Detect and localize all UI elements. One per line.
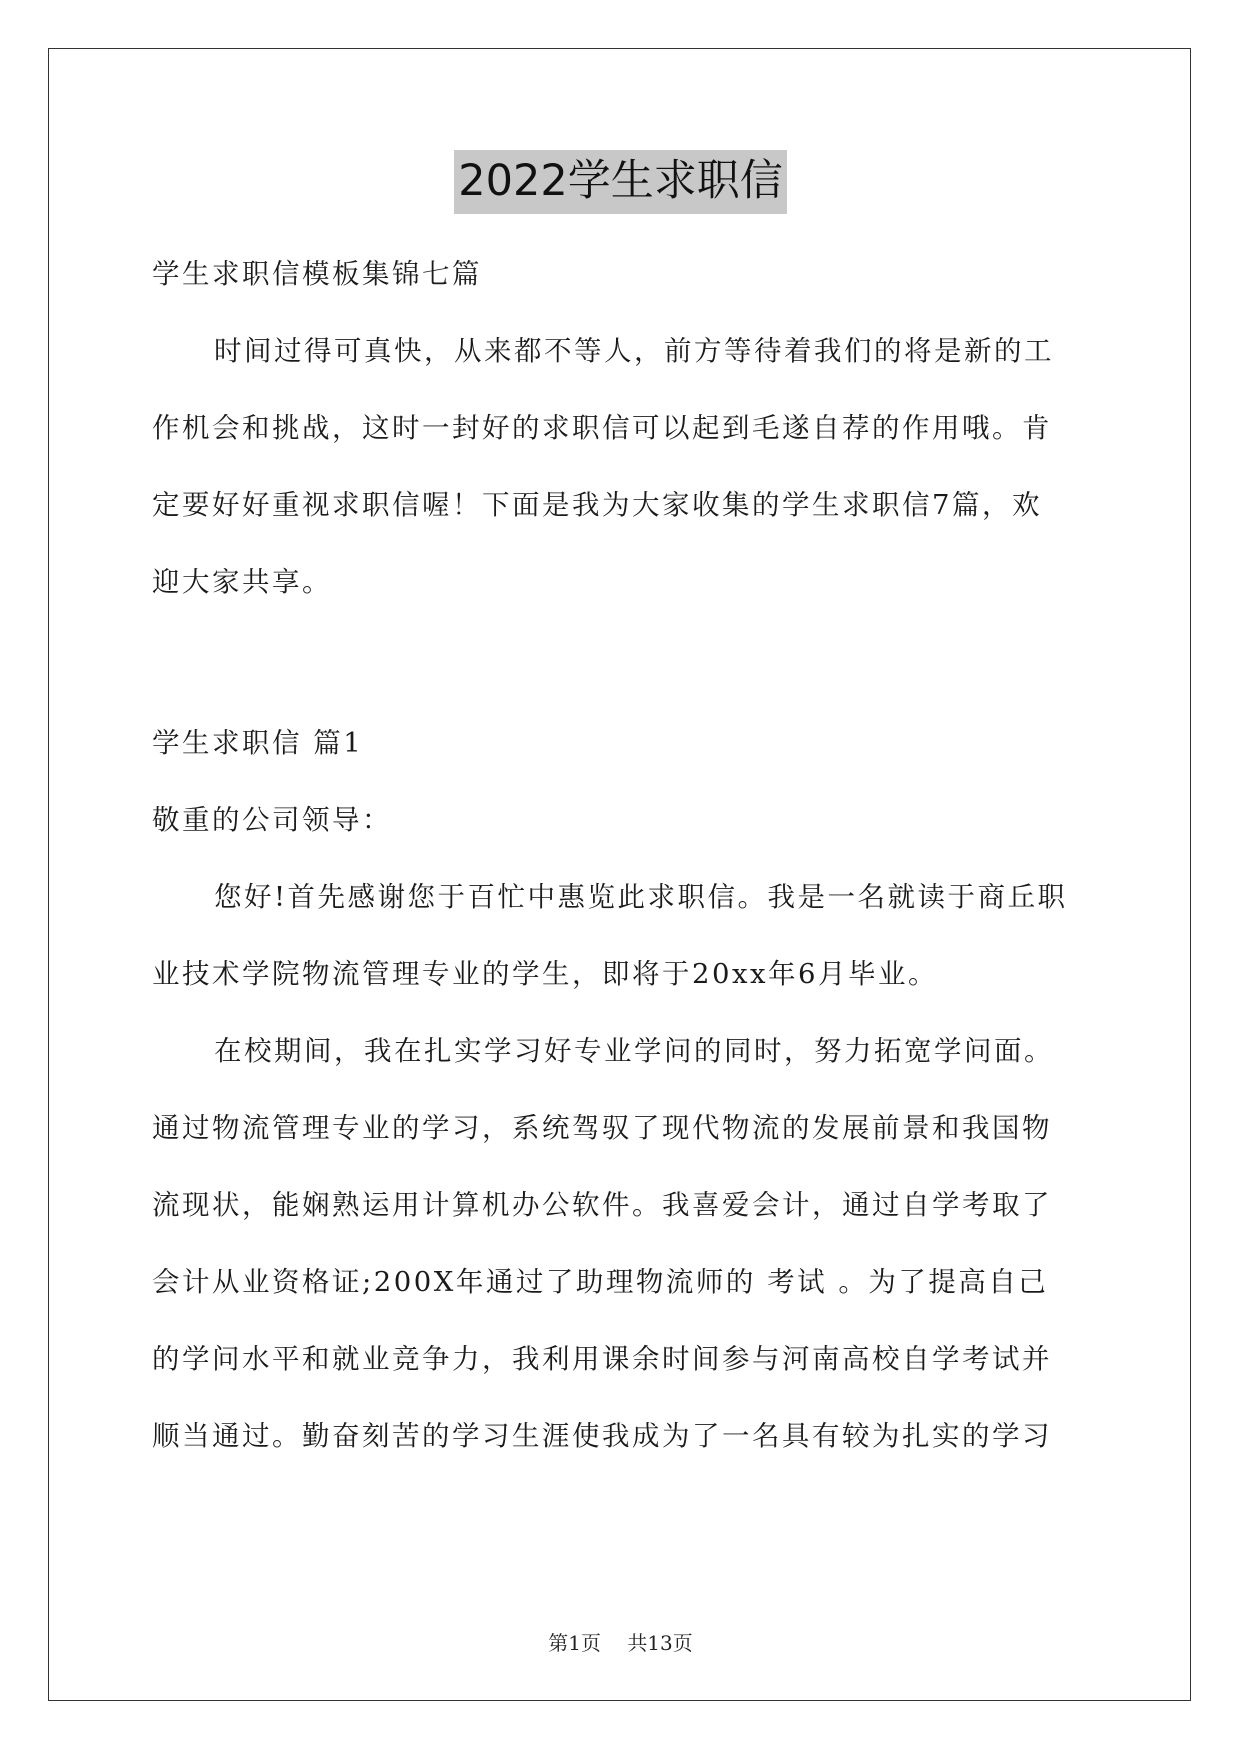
salutation: 敬重的公司领导： xyxy=(152,804,392,836)
paragraph-line: 您好!首先感谢您于百忙中惠览此求职信。我是一名就读于商丘职 xyxy=(214,881,1068,913)
paragraph-line: 定要好好重视求职信喔！下面是我为大家收集的学生求职信7篇，欢 xyxy=(152,489,1042,521)
paragraph-line: 的学问水平和就业竞争力，我利用课余时间参与河南高校自学考试并 xyxy=(152,1343,1052,1375)
paragraph-line: 顺当通过。勤奋刻苦的学习生涯使我成为了一名具有较为扎实的学习 xyxy=(152,1420,1052,1452)
document-title: 2022学生求职信 xyxy=(454,150,786,214)
paragraph-line: 流现状，能娴熟运用计算机办公软件。我喜爱会计，通过自学考取了 xyxy=(152,1189,1052,1221)
paragraph-line: 迎大家共享。 xyxy=(152,566,332,598)
paragraph-line: 会计从业资格证;200X年通过了助理物流师的 考试 。为了提高自己 xyxy=(152,1266,1049,1298)
paragraph-line: 在校期间，我在扎实学习好专业学问的同时，努力拓宽学问面。 xyxy=(214,1035,1054,1067)
paragraph-line: 时间过得可真快，从来都不等人，前方等待着我们的将是新的工 xyxy=(214,335,1054,367)
section-spacer xyxy=(152,621,1092,705)
paragraph-line: 作机会和挑战，这时一封好的求职信可以起到毛遂自荐的作用哦。肯 xyxy=(152,412,1052,444)
title-container xyxy=(0,150,1241,214)
page-footer xyxy=(0,1630,1241,1656)
section-heading: 学生求职信 篇1 xyxy=(152,727,364,759)
paragraph-line: 业技术学院物流管理专业的学生，即将于20xx年6月毕业。 xyxy=(152,958,939,990)
document-body xyxy=(152,236,1092,1475)
paragraph-line: 通过物流管理专业的学习，系统驾驭了现代物流的发展前景和我国物 xyxy=(152,1112,1052,1144)
page-number: 第1页 xyxy=(548,1631,601,1655)
page-total: 共13页 xyxy=(627,1631,693,1655)
intro-heading: 学生求职信模板集锦七篇 xyxy=(152,258,482,290)
